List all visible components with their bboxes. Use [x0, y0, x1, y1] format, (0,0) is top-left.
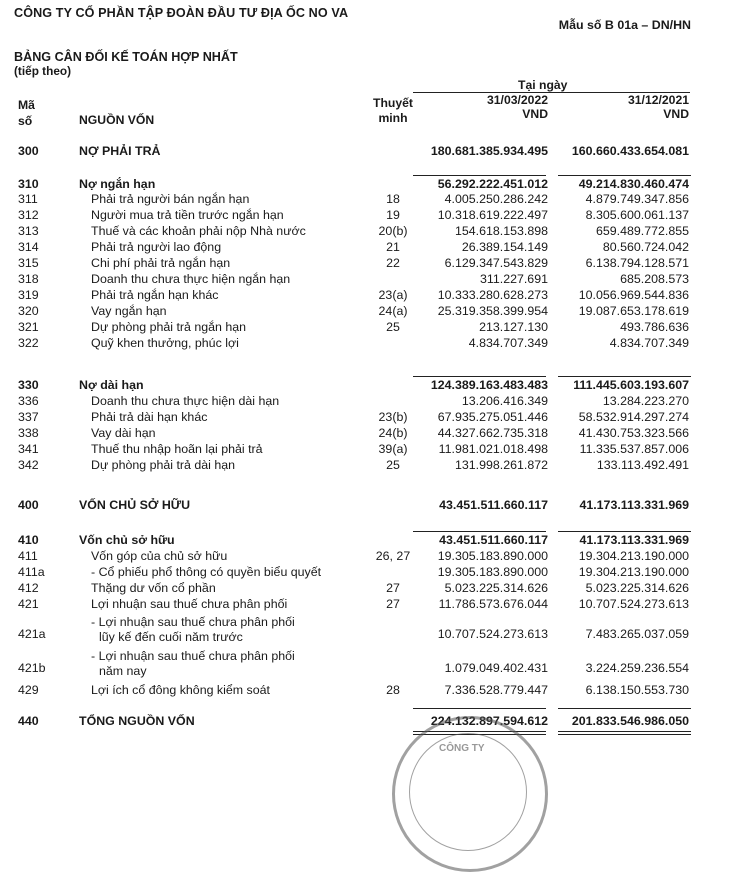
row-value-2021: 13.284.223.270	[602, 394, 689, 408]
row-value-2021: 659.489.772.855	[595, 224, 689, 238]
row-code: 337	[18, 410, 39, 424]
row-value-2022: 213.127.130	[479, 320, 548, 334]
row-code: 411	[18, 549, 38, 563]
row-value-2022: 224.132.897.594.612	[430, 714, 548, 728]
row-note: 18	[386, 192, 400, 206]
table-row	[0, 549, 729, 564]
row-value-2022: 19.305.183.890.000	[437, 565, 548, 579]
row-code: 341	[18, 442, 39, 456]
row-code: 310	[18, 177, 39, 191]
table-row	[0, 177, 729, 192]
row-value-2021: 19.087.653.178.619	[578, 304, 689, 318]
row-label: Dự phòng phải trả dài hạn	[91, 458, 236, 472]
row-label: Thuế và các khoản phải nộp Nhà nước	[91, 224, 306, 238]
row-code: 315	[18, 256, 39, 270]
company-seal-text: CÔNG TY	[439, 743, 485, 754]
row-label: TỔNG NGUỒN VỐN	[79, 714, 195, 728]
row-label: Lợi ích cổ đông không kiểm soát	[91, 683, 270, 697]
row-value-2022: 11.981.021.018.498	[438, 442, 548, 456]
row-value-2021: 41.430.753.323.566	[578, 426, 689, 440]
row-note: 28	[386, 683, 400, 697]
row-value-2022: 124.389.163.483.483	[430, 378, 548, 392]
row-value-2021: 19.304.213.190.000	[578, 549, 689, 563]
row-value-2022: 180.681.385.934.495	[430, 144, 548, 158]
total-double-rule	[558, 734, 691, 735]
row-label: Nợ dài hạn	[79, 378, 144, 392]
row-code: 338	[18, 426, 39, 440]
table-row	[0, 458, 729, 473]
row-value-2022: 56.292.222.451.012	[437, 177, 548, 191]
row-code: 421	[18, 597, 39, 611]
row-value-2021: 49.214.830.460.474	[578, 177, 689, 191]
table-row	[0, 272, 729, 287]
row-label: Phải trả người lao động	[91, 240, 222, 254]
row-value-2021: 111.445.603.193.607	[573, 378, 689, 392]
total-rule	[413, 175, 546, 176]
row-value-2021: 10.707.524.273.613	[578, 597, 689, 611]
row-value-2021: 10.056.969.544.836	[578, 288, 689, 302]
row-label: Phải trả dài hạn khác	[91, 410, 208, 424]
table-row	[0, 442, 729, 457]
table-row	[0, 426, 729, 441]
header-note-line2: minh	[378, 111, 408, 125]
table-row	[0, 565, 729, 580]
row-note: 27	[386, 581, 400, 595]
row-value-2021: 3.224.259.236.554	[585, 661, 689, 675]
row-code: 336	[18, 394, 39, 408]
row-code: 319	[18, 288, 39, 302]
row-value-2022: 13.206.416.349	[461, 394, 548, 408]
row-note: 23(a)	[378, 288, 408, 302]
table-row	[0, 683, 729, 698]
row-value-2021: 5.023.225.314.626	[585, 581, 689, 595]
row-label: Thặng dư vốn cổ phần	[91, 581, 216, 595]
row-code: 318	[18, 272, 39, 286]
table-row	[0, 256, 729, 271]
row-value-2021: 4.879.749.347.856	[585, 192, 689, 206]
company-name: CÔNG TY CỔ PHẦN TẬP ĐOÀN ĐẦU TƯ ĐỊA ỐC NO VA	[14, 6, 349, 20]
row-label: - Lợi nhuận sau thuế chưa phân phối	[91, 649, 295, 663]
row-value-2022: 7.336.528.779.447	[444, 683, 548, 697]
row-code: 312	[18, 208, 39, 222]
row-note: 24(b)	[378, 426, 408, 440]
row-value-2021: 133.113.492.491	[596, 458, 689, 472]
row-value-2022: 10.333.280.628.273	[437, 288, 548, 302]
total-rule	[413, 531, 546, 532]
row-label: Quỹ khen thưởng, phúc lợi	[91, 336, 239, 350]
row-note: 22	[386, 256, 400, 270]
row-value-2022: 4.005.250.286.242	[444, 192, 548, 206]
table-row	[0, 288, 729, 303]
row-note: 39(a)	[378, 442, 408, 456]
row-label: Người mua trả tiền trước ngắn hạn	[91, 208, 284, 222]
row-label: Vay dài hạn	[91, 426, 156, 440]
row-value-2021: 11.335.537.857.006	[579, 442, 689, 456]
row-value-2022: 311.227.691	[480, 272, 548, 286]
table-row	[0, 581, 729, 596]
row-code: 320	[18, 304, 39, 318]
document-title: BẢNG CÂN ĐỐI KẾ TOÁN HỢP NHẤT	[14, 50, 238, 64]
row-value-2021: 19.304.213.190.000	[578, 565, 689, 579]
row-code: 421a	[18, 627, 46, 641]
table-row	[0, 410, 729, 425]
row-value-2021: 41.173.113.331.969	[579, 498, 689, 512]
header-code-line2: số	[18, 114, 33, 128]
row-value-2022: 154.618.153.898	[454, 224, 548, 238]
row-value-2022: 5.023.225.314.626	[444, 581, 548, 595]
row-label: NỢ PHẢI TRẢ	[79, 144, 161, 158]
table-row	[0, 597, 729, 612]
row-value-2022: 19.305.183.890.000	[437, 549, 548, 563]
table-row	[0, 336, 729, 351]
row-label: Phải trả ngắn hạn khác	[91, 288, 219, 302]
row-value-2022: 67.935.275.051.446	[437, 410, 548, 424]
table-row	[0, 320, 729, 335]
row-label: Doanh thu chưa thực hiện ngắn hạn	[91, 272, 291, 286]
row-label: Thuế thu nhập hoãn lại phải trả	[91, 442, 263, 456]
row-value-2022: 11.786.573.676.044	[438, 597, 548, 611]
table-row	[0, 192, 729, 207]
row-label: Vốn góp của chủ sở hữu	[91, 549, 228, 563]
row-code: 322	[18, 336, 39, 350]
row-code: 300	[18, 144, 39, 158]
row-code: 429	[18, 683, 39, 697]
row-code: 421b	[18, 661, 46, 675]
total-rule	[558, 175, 691, 176]
row-value-2022: 1.079.049.402.431	[444, 661, 548, 675]
row-value-2021: 201.833.546.986.050	[571, 714, 689, 728]
row-value-2021: 6.138.150.553.730	[585, 683, 689, 697]
row-note: 19	[386, 208, 400, 222]
total-rule	[413, 376, 546, 377]
row-value-2021: 6.138.794.128.571	[585, 256, 689, 270]
header-currency2: VND	[663, 107, 689, 121]
row-note: 21	[386, 240, 400, 254]
header-at-date: Tại ngày	[518, 78, 568, 92]
row-value-2021: 7.483.265.037.059	[585, 627, 689, 641]
row-code: 313	[18, 224, 39, 238]
total-rule	[558, 708, 691, 709]
total-rule	[558, 376, 691, 377]
total-rule	[558, 531, 691, 532]
row-value-2021: 4.834.707.349	[609, 336, 689, 350]
row-code: 314	[18, 240, 39, 254]
row-note: 24(a)	[378, 304, 408, 318]
row-label-line2: lũy kế đến cuối năm trước	[99, 630, 243, 644]
row-value-2022: 43.451.511.660.117	[439, 533, 548, 547]
header-item: NGUỒN VỐN	[79, 113, 155, 127]
row-value-2022: 131.998.261.872	[454, 458, 548, 472]
row-value-2022: 26.389.154.149	[461, 240, 548, 254]
table-row	[0, 304, 729, 319]
table-row	[0, 378, 729, 393]
row-value-2021: 160.660.433.654.081	[571, 144, 689, 158]
row-label: Lợi nhuận sau thuế chưa phân phối	[91, 597, 288, 611]
row-label: Dự phòng phải trả ngắn hạn	[91, 320, 247, 334]
row-label-line2: năm nay	[99, 664, 147, 678]
row-value-2022: 4.834.707.349	[468, 336, 548, 350]
row-value-2021: 58.532.914.297.274	[578, 410, 689, 424]
row-value-2022: 10.707.524.273.613	[437, 627, 548, 641]
row-value-2022: 25.319.358.399.954	[437, 304, 548, 318]
header-currency1: VND	[522, 107, 548, 121]
row-label: - Lợi nhuận sau thuế chưa phân phối	[91, 615, 295, 629]
table-row	[0, 224, 729, 239]
header-code-line1: Mã	[18, 98, 35, 112]
header-date2: 31/12/2021	[628, 93, 689, 107]
row-value-2022: 6.129.347.543.829	[444, 256, 548, 270]
table-row	[0, 615, 729, 644]
row-value-2022: 44.327.662.735.318	[437, 426, 548, 440]
row-note: 20(b)	[378, 224, 408, 238]
total-double-rule	[558, 731, 691, 732]
row-note: 26, 27	[375, 549, 411, 563]
table-row	[0, 394, 729, 409]
row-value-2021: 41.173.113.331.969	[579, 533, 689, 547]
table-row	[0, 240, 729, 255]
row-label: Vay ngắn hạn	[91, 304, 167, 318]
row-label: Phải trả người bán ngắn hạn	[91, 192, 250, 206]
row-value-2021: 80.560.724.042	[602, 240, 689, 254]
row-code: 440	[18, 714, 39, 728]
row-code: 321	[18, 320, 39, 334]
row-code: 412	[18, 581, 39, 595]
table-row	[0, 498, 729, 513]
total-rule	[413, 708, 546, 709]
row-code: 400	[18, 498, 39, 512]
header-date1: 31/03/2022	[487, 93, 548, 107]
table-row	[0, 144, 729, 159]
row-note: 27	[386, 597, 400, 611]
row-label: Chi phí phải trả ngắn hạn	[91, 256, 231, 270]
table-row	[0, 649, 729, 678]
row-label: Nợ ngắn hạn	[79, 177, 156, 191]
row-value-2021: 685.208.573	[620, 272, 689, 286]
row-value-2022: 10.318.619.222.497	[437, 208, 548, 222]
row-value-2021: 8.305.600.061.137	[585, 208, 689, 222]
row-label: - Cổ phiếu phổ thông có quyền biểu quyết	[91, 565, 322, 579]
row-value-2021: 493.786.636	[620, 320, 689, 334]
row-code: 342	[18, 458, 39, 472]
row-note: 25	[386, 320, 400, 334]
row-code: 311	[18, 192, 38, 206]
header-note-line1: Thuyết	[373, 96, 413, 110]
table-row	[0, 533, 729, 548]
row-label: VỐN CHỦ SỞ HỮU	[79, 498, 191, 512]
company-seal	[392, 716, 548, 872]
table-row	[0, 714, 729, 729]
row-note: 23(b)	[378, 410, 408, 424]
row-label: Doanh thu chưa thực hiện dài hạn	[91, 394, 280, 408]
row-label: Vốn chủ sở hữu	[79, 533, 175, 547]
table-row	[0, 208, 729, 223]
form-code: Mẫu số B 01a – DN/HN	[558, 18, 691, 32]
row-code: 330	[18, 378, 39, 392]
row-value-2022: 43.451.511.660.117	[439, 498, 548, 512]
row-note: 25	[386, 458, 400, 472]
row-code: 410	[18, 533, 39, 547]
document-subtitle: (tiếp theo)	[14, 64, 72, 78]
row-code: 411a	[18, 565, 45, 579]
